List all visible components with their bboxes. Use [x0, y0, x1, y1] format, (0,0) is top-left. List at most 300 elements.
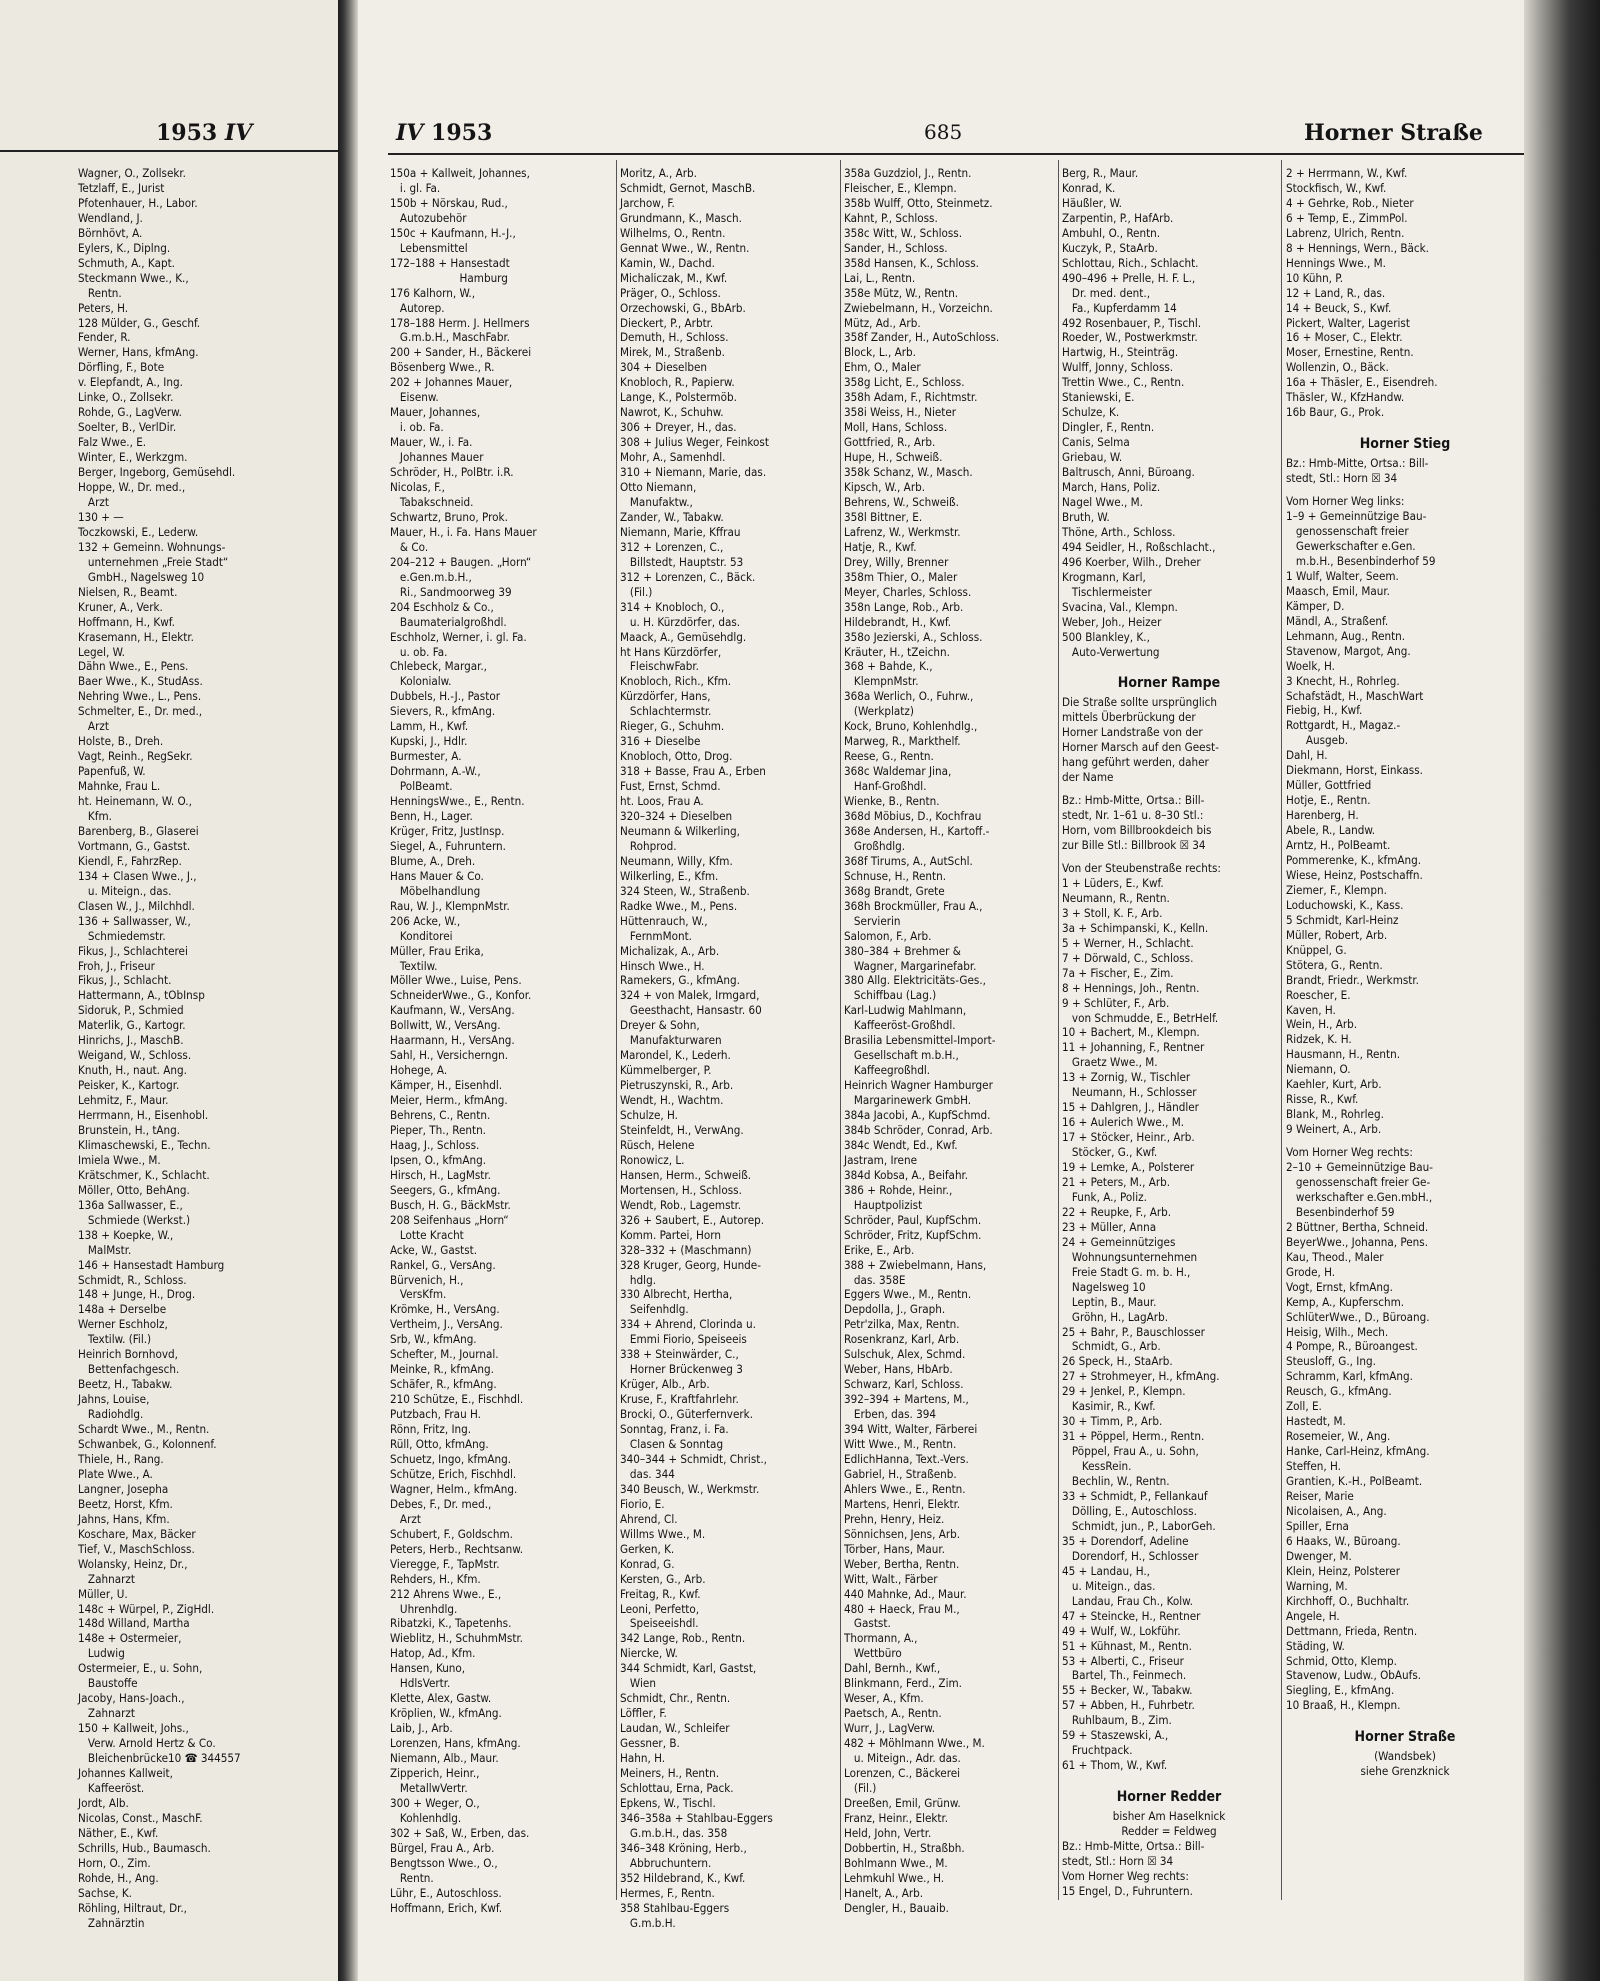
directory-entry: BeyerWwe., Johanna, Pens. [1286, 1234, 1429, 1249]
directory-entry: Nagelsweg 10 [1062, 1279, 1146, 1294]
directory-entry: 312 + Lorenzen, C., [620, 539, 724, 554]
directory-entry: Knobloch, R., Papierw. [620, 375, 735, 390]
directory-entry: SchlüterWwe., D., Büroang. [1286, 1309, 1430, 1324]
directory-entry: Gastst. [844, 1616, 891, 1631]
directory-entry: Ri., Sandmoorweg 39 [390, 584, 512, 599]
directory-entry: Roescher, E. [1286, 987, 1351, 1002]
directory-entry: 388 + Zwiebelmann, Hans, [844, 1257, 987, 1272]
directory-entry: Kaffeegroßhdl. [844, 1063, 931, 1078]
directory-entry: Kaffeeröst. [78, 1780, 145, 1795]
directory-entry: das. 358E [844, 1272, 906, 1287]
directory-entry: Ambuhl, O., Rentn. [1062, 225, 1161, 240]
directory-entry: 358 Stahlbau-Eggers [620, 1900, 730, 1915]
directory-entry: Jahns, Hans, Kfm. [78, 1511, 170, 1526]
directory-entry: Svacina, Val., Klempn. [1062, 599, 1178, 614]
directory-entry: Städing, W. [1286, 1638, 1345, 1653]
directory-entry: Schwartz, Bruno, Prok. [390, 509, 508, 524]
directory-entry: Bürgel, Frau A., Arb. [390, 1840, 495, 1855]
directory-entry: 480 + Haeck, Frau M., [844, 1601, 960, 1616]
directory-entry: Zarpentin, P., HafArb. [1062, 210, 1174, 225]
directory-entry: 368e Andersen, H., Kartoff.- [844, 823, 990, 838]
directory-entry: Johannes Mauer [390, 450, 484, 465]
directory-entry: Kemp, A., Kupferschm. [1286, 1294, 1405, 1309]
directory-entry: 9 + Schlüter, F., Arb. [1062, 995, 1170, 1010]
directory-entry: Debes, F., Dr. med., [390, 1496, 492, 1511]
directory-entry: Drey, Willy, Brenner [844, 554, 949, 569]
directory-entry: Papenfuß, W. [78, 764, 146, 779]
directory-entry: Kiendl, F., FahrzRep. [78, 853, 182, 868]
directory-entry: Röhling, Hiltraut, Dr., [78, 1900, 187, 1915]
directory-entry: Knobloch, Otto, Drog. [620, 749, 733, 764]
directory-entry: Roeder, W., Postwerkmstr. [1062, 330, 1198, 345]
directory-entry: Steffen, H. [1286, 1459, 1341, 1474]
directory-entry: Sahl, H., Versicherngn. [390, 1048, 509, 1063]
directory-entry: Block, L., Arb. [844, 345, 916, 360]
directory-entry: Wagner, Helm., kfmAng. [390, 1481, 518, 1496]
directory-entry: Arzt [78, 719, 109, 734]
directory-entry: Orzechowski, G., BbArb. [620, 300, 746, 315]
directory-entry: Weber, Hans, HbArb. [844, 1362, 953, 1377]
directory-entry: Krüger, Alb., Arb. [620, 1377, 710, 1392]
directory-entry: Clasen W., J., Milchhdl. [78, 898, 195, 913]
directory-entry: 29 + Jenkel, P., Klempn. [1062, 1384, 1186, 1399]
right-header-part: IV [396, 120, 424, 146]
directory-entry: Grantien, K.-H., PolBeamt. [1286, 1474, 1423, 1489]
right-page-header-left [396, 120, 492, 146]
directory-entry: Vertheim, J., VersAng. [390, 1317, 503, 1332]
directory-entry: Die Straße sollte ursprünglich [1062, 695, 1218, 710]
directory-entry: Froh, J., Friseur [78, 958, 155, 973]
directory-entry: Zoll, E. [1286, 1399, 1322, 1414]
directory-entry: Baustoffe [78, 1676, 138, 1691]
directory-entry: Schütze, Erich, Fischhdl. [390, 1466, 517, 1481]
directory-entry: Hastedt, M. [1286, 1414, 1346, 1429]
directory-entry: Meyer, Charles, Schloss. [844, 584, 972, 599]
directory-entry: Behrens, C., Rentn. [390, 1108, 491, 1123]
directory-entry: Zwiebelmann, H., Vorzeichn. [844, 300, 993, 315]
directory-entry: 340–344 + Schmidt, Christ., [620, 1451, 767, 1466]
directory-entry: 324 + von Malek, Irmgard, [620, 988, 760, 1003]
directory-entry: Canis, Selma [1062, 435, 1130, 450]
directory-entry: Ribatzki, K., Tapetenhs. [390, 1616, 512, 1631]
directory-entry: Hupe, H., Schweiß. [844, 450, 943, 465]
directory-entry: werkschafter e.Gen.mbH., [1286, 1189, 1433, 1204]
directory-entry: 148 + Junge, H., Drog. [78, 1287, 196, 1302]
directory-entry: Radiohdlg. [78, 1407, 144, 1422]
directory-entry: 55 + Becker, W., Tabakw. [1062, 1683, 1193, 1698]
directory-entry: Kamin, W., Dachd. [620, 255, 715, 270]
directory-entry: 310 + Niemann, Marie, das. [620, 465, 767, 480]
directory-entry: 308 + Julius Weger, Feinkost [620, 435, 769, 450]
directory-entry: Fender, R. [78, 330, 131, 345]
book-gutter [338, 0, 358, 1981]
directory-entry: Schuetz, Ingo, kfmAng. [390, 1451, 512, 1466]
directory-entry: 8 + Hennings, Joh., Rentn. [1062, 980, 1200, 995]
directory-entry: Blinkmann, Ferd., Zim. [844, 1676, 962, 1691]
directory-entry: Vogt, Ernst, kfmAng. [1286, 1279, 1393, 1294]
directory-entry: Dreeßen, Emil, Grünw. [844, 1795, 961, 1810]
directory-entry: 16a + Thäsler, E., Eisendreh. [1286, 375, 1438, 390]
directory-entry: G.m.b.H. [620, 1915, 676, 1930]
directory-entry: 148a + Derselbe [78, 1302, 167, 1317]
directory-entry: 132 + Gemeinn. Wohnungs- [78, 539, 226, 554]
directory-entry: 358b Wulff, Otto, Steinmetz. [844, 195, 993, 210]
directory-entry: hdlg. [620, 1272, 657, 1287]
directory-entry: Dubbels, H.-J., Pastor [390, 689, 500, 704]
directory-entry: Salomon, F., Arb. [844, 928, 932, 943]
directory-entry: Rankel, G., VersAng. [390, 1257, 496, 1272]
directory-entry: Lange, K., Polstermöb. [620, 390, 737, 405]
directory-entry: Schmiedemstr. [78, 928, 166, 943]
directory-entry: Woelk, H. [1286, 658, 1335, 673]
directory-entry: Spiller, Erna [1286, 1518, 1349, 1533]
directory-entry: 59 + Staszewski, A., [1062, 1728, 1169, 1743]
directory-entry: Kolonialw. [390, 674, 452, 689]
directory-entry: Neumann, R., Rentn. [1062, 890, 1170, 905]
directory-entry: ht Hans Kürzdörfer, [620, 644, 722, 659]
directory-entry: Müller, Gottfried [1286, 778, 1372, 793]
directory-entry: 6 + Temp, E., ZimmPol. [1286, 210, 1408, 225]
directory-entry: Horner Landstraße von der [1062, 725, 1203, 740]
directory-entry: Blume, A., Dreh. [390, 853, 476, 868]
directory-entry: 358a Guzdziol, J., Rentn. [844, 166, 972, 180]
directory-entry: Paetsch, A., Rentn. [844, 1706, 942, 1721]
street-note: Redder = Feldweg [1121, 1824, 1217, 1839]
directory-entry: G.m.b.H., MaschFabr. [390, 330, 510, 345]
column-divider [1058, 160, 1059, 1900]
directory-entry: Rehders, H., Kfm. [390, 1571, 481, 1586]
directory-entry: Kürzdörfer, Hans, [620, 689, 711, 704]
directory-entry: Gennat Wwe., W., Rentn. [620, 240, 750, 255]
directory-entry: 204–212 + Baugen. „Horn“ [390, 554, 532, 569]
directory-entry: Möller, Otto, BehAng. [78, 1182, 190, 1197]
directory-entry: Soelter, B., VerlDir. [78, 420, 177, 435]
directory-entry: mittels Überbrückung der [1062, 710, 1196, 725]
directory-entry: Schefter, M., Journal. [390, 1347, 499, 1362]
directory-entry: Knüppel, G. [1286, 942, 1347, 957]
directory-entry: Wollenzin, O., Bäck. [1286, 360, 1389, 375]
directory-entry: Rüsch, Helene [620, 1137, 695, 1152]
directory-entry: Thormann, A., [844, 1631, 918, 1646]
directory-entry: Vom Horner Weg rechts: [1286, 1145, 1413, 1160]
directory-entry: Zahnarzt [78, 1706, 135, 1721]
directory-entry: Kipsch, W., Arb. [844, 480, 926, 495]
directory-entry: Marweg, R., Markthelf. [844, 734, 961, 749]
left-page [0, 0, 338, 1981]
directory-entry: Siegling, E., kfmAng. [1286, 1683, 1395, 1698]
directory-entry: 5 + Werner, H., Schlacht. [1062, 935, 1194, 950]
directory-entry: Mortensen, H., Schloss. [620, 1182, 742, 1197]
directory-entry: 314 + Knobloch, O., [620, 599, 725, 614]
directory-entry: genossenschaft freier [1286, 524, 1409, 539]
directory-entry: Meier, Herm., kfmAng. [390, 1093, 508, 1108]
directory-entry: Demuth, H., Schloss. [620, 330, 729, 345]
directory-entry: Schardt Wwe., M., Rentn. [78, 1422, 210, 1437]
directory-entry: Plate Wwe., A. [78, 1466, 153, 1481]
directory-entry: Löffler, F. [620, 1706, 667, 1721]
directory-entry: 10 Braaß, H., Klempn. [1286, 1698, 1401, 1713]
directory-entry: Krasemann, H., Elektr. [78, 629, 194, 644]
directory-entry: 338 + Steinwärder, C., [620, 1347, 739, 1362]
directory-entry: Weber, Joh., Heizer [1062, 614, 1162, 629]
directory-entry: Held, John, Vertr. [844, 1825, 932, 1840]
directory-entry: Ronowicz, L. [620, 1152, 685, 1167]
directory-entry: Thöne, Arth., Schloss. [1062, 524, 1176, 539]
directory-entry: Häußler, W. [1062, 195, 1122, 210]
directory-entry: 344 Schmidt, Karl, Gastst, [620, 1661, 757, 1676]
directory-entry: Hildebrandt, H., Kwf. [844, 614, 952, 629]
directory-entry: 2 + Herrmann, W., Kwf. [1286, 166, 1408, 180]
directory-entry: Ziemer, F., Klempn. [1286, 882, 1387, 897]
directory-entry: Horner Brückenweg 3 [620, 1362, 743, 1377]
directory-entry: Manufakturwaren [620, 1033, 722, 1048]
directory-entry: 21 + Peters, M., Arb. [1062, 1175, 1171, 1189]
street-heading: Horner Straße [1354, 1729, 1456, 1746]
directory-entry: Lühr, E., Autoschloss. [390, 1885, 502, 1900]
directory-entry: Lorenzen, C., Bäckerei [844, 1765, 961, 1780]
directory-entry: Sonntag, Franz, i. Fa. [620, 1422, 729, 1437]
directory-entry: Graetz Wwe., M. [1062, 1055, 1158, 1070]
directory-entry: Steusloff, G., Ing. [1286, 1354, 1376, 1369]
left-header-rule [0, 150, 338, 152]
directory-entry: 380 Allg. Elektricitäts-Ges., [844, 973, 986, 988]
directory-entry: Ridzek, K. H. [1286, 1032, 1352, 1047]
directory-entry: Legel, W. [78, 644, 125, 659]
directory-entry: Witt Wwe., M., Rentn. [844, 1437, 957, 1452]
spacer [1286, 1713, 1524, 1721]
directory-entry: 358n Lange, Rob., Arb. [844, 599, 964, 614]
right-page [358, 0, 1524, 1981]
directory-entry: Martens, Henri, Elektr. [844, 1496, 961, 1511]
directory-entry: Wendt, H., Wachtm. [620, 1093, 724, 1108]
directory-entry: Sander, H., Schloss. [844, 240, 948, 255]
directory-entry: Hoffmann, Erich, Kwf. [390, 1900, 503, 1915]
directory-entry: Rönn, Fritz, Ing. [390, 1422, 472, 1437]
directory-entry: 386 + Rohde, Heinr., [844, 1182, 953, 1197]
directory-entry: 326 + Saubert, E., Autorep. [620, 1212, 765, 1227]
directory-entry: 482 + Möhlmann Wwe., M. [844, 1736, 985, 1751]
directory-entry: Koschare, Max, Bäcker [78, 1526, 196, 1541]
directory-entry: 16 + Aulerich Wwe., M. [1062, 1115, 1185, 1130]
directory-entry: Bleichenbrücke10 ☎ 344557 [78, 1751, 241, 1766]
directory-entry: Schmidt, Chr., Rentn. [620, 1691, 731, 1706]
directory-entry: Bösenberg Wwe., R. [390, 360, 495, 375]
directory-entry: 210 Schütze, E., Fischhdl. [390, 1392, 524, 1407]
directory-entry: u. Miteign., das. [78, 883, 172, 898]
directory-entry: Dohrmann, A.-W., [390, 764, 481, 779]
directory-entry: Wendt, Rob., Lagemstr. [620, 1197, 742, 1212]
directory-entry: der Name [1062, 770, 1114, 785]
directory-entry: Kirchhoff, O., Buchhaltr. [1286, 1593, 1410, 1608]
directory-entry: Maack, A., Gemüsehdlg. [620, 629, 747, 644]
directory-entry: Rosenkranz, Karl, Arb. [844, 1332, 960, 1347]
directory-entry: 358m Thier, O., Maler [844, 569, 958, 584]
directory-entry: Johannes Kallweit, [78, 1765, 173, 1780]
directory-entry: Materlik, G., Kartogr. [78, 1018, 186, 1033]
directory-entry: Hoffmann, H., Kwf. [78, 614, 175, 629]
directory-entry: Tief, V., MaschSchloss. [78, 1541, 195, 1556]
directory-entry: Schmidt, G., Arb. [1062, 1339, 1161, 1354]
directory-entry: Tischlermeister [1062, 584, 1152, 599]
directory-entry: Hüttenrauch, W., [620, 913, 708, 928]
directory-entry: 384d Kobsa, A., Beifahr. [844, 1167, 969, 1182]
directory-entry: Kfm. [78, 808, 112, 823]
directory-entry: Möller Wwe., Luise, Pens. [390, 973, 522, 988]
directory-entry: Pommerenke, K., kfmAng. [1286, 852, 1422, 867]
directory-entry: 138 + Koepke, W., [78, 1227, 174, 1242]
directory-entry: Gerken, K. [620, 1541, 675, 1556]
directory-entry: Bartel, Th., Feinmech. [1062, 1668, 1187, 1683]
directory-entry: Pöppel, Frau A., u. Sohn, [1062, 1444, 1199, 1459]
directory-entry: u. H. Kürzdörfer, das. [620, 614, 741, 629]
directory-entry: Emmi Fiorio, Speiseeis [620, 1332, 747, 1347]
directory-entry: Hanke, Carl-Heinz, kfmAng. [1286, 1444, 1430, 1459]
directory-entry: Nicolaisen, A., Ang. [1286, 1503, 1387, 1518]
directory-entry: stedt, Stl.: Horn ☒ 34 [1062, 1853, 1174, 1868]
directory-entry: Zahnarzt [78, 1571, 135, 1586]
directory-entry: 368g Brandt, Grete [844, 883, 945, 898]
directory-entry: 358o Jezierski, A., Schloss. [844, 629, 983, 644]
directory-entry: 172–188 + Hansestadt [390, 255, 510, 270]
street-note: (Wandsbek) [1374, 1749, 1436, 1764]
directory-entry: Müller, Frau Erika, [390, 943, 484, 958]
column-divider [1281, 160, 1282, 1900]
directory-entry: 358c Witt, W., Schloss. [844, 225, 963, 240]
directory-entry: Fruchtpack. [1062, 1743, 1133, 1758]
directory-entry: Dölling, E., Autoschloss. [1062, 1503, 1197, 1518]
street-note: bisher Am Haselknick [1112, 1809, 1226, 1824]
directory-entry: Fust, Ernst, Schmd. [620, 779, 721, 794]
directory-entry: Mauer, W., i. Fa. [390, 435, 473, 450]
directory-entry: Nawrot, K., Schuhw. [620, 405, 724, 420]
directory-entry: 10 + Bachert, M., Klempn. [1062, 1025, 1200, 1040]
left-page-header [156, 120, 252, 146]
directory-entry: Margarinewerk GmbH. [844, 1093, 972, 1108]
directory-entry: Ausgeb. [1286, 733, 1349, 748]
directory-entry: Thäsler, W., KfzHandw. [1286, 390, 1405, 405]
directory-entry: Wolansky, Heinz, Dr., [78, 1556, 188, 1571]
directory-entry: Schmiede (Werkst.) [78, 1212, 191, 1227]
directory-entry: 384a Jacobi, A., KupfSchmd. [844, 1108, 991, 1123]
directory-entry: Langner, Josepha [78, 1481, 169, 1496]
directory-entry: 17 + Stöcker, Heinr., Arb. [1062, 1130, 1195, 1145]
directory-entry: Sidoruk, P., Schmied [78, 1003, 184, 1018]
directory-entry: Schlottau, Erna, Pack. [620, 1780, 734, 1795]
directory-entry: Konditorei [390, 928, 453, 943]
directory-entry: Wulff, Jonny, Schloss. [1062, 360, 1174, 375]
directory-entry: Fiebig, H., Kwf. [1286, 703, 1363, 718]
directory-entry: ht. Loos, Frau A. [620, 794, 704, 809]
directory-entry: Fikus, J., Schlacht. [78, 973, 172, 988]
directory-entry: Werner, Hans, kfmAng. [78, 345, 199, 360]
street-header: Horner Straße [1304, 120, 1483, 146]
directory-entry: VersKfm. [390, 1287, 447, 1302]
directory-entry: u. Miteign., das. [1062, 1578, 1156, 1593]
directory-entry: 494 Seidler, H., Roßschlacht., [1062, 539, 1216, 554]
directory-entry: Moser, Ernestine, Rentn. [1286, 345, 1414, 360]
directory-entry: 324 Steen, W., Straßenb. [620, 883, 750, 898]
directory-entry: Risse, R., Kwf. [1286, 1092, 1359, 1107]
directory-entry: Nicolas, F., [390, 480, 445, 495]
directory-entry: Fleischer, E., Klempn. [844, 180, 957, 195]
directory-entry: 212 Ahrens Wwe., E., [390, 1586, 502, 1601]
directory-entry: Hamburg [390, 270, 508, 285]
directory-entry: Krömke, H., VersAng. [390, 1302, 500, 1317]
directory-entry: Schlachtermstr. [620, 704, 712, 719]
directory-entry: Dr. med. dent., [1062, 285, 1151, 300]
directory-entry: 1 + Lüders, E., Kwf. [1062, 875, 1164, 890]
directory-entry: 7 + Dörwald, C., Schloss. [1062, 950, 1194, 965]
directory-entry: Baumaterialgroßhdl. [390, 614, 507, 629]
column-divider [840, 160, 841, 1900]
directory-entry: Pickert, Walter, Lagerist [1286, 315, 1410, 330]
directory-entry: 368 + Bahde, K., [844, 659, 933, 674]
directory-entry: 25 + Bahr, P., Bauschlosser [1062, 1324, 1205, 1339]
directory-entry: 3 Knecht, H., Rohrleg. [1286, 673, 1400, 688]
directory-entry: Niemann, O. [1286, 1062, 1351, 1077]
directory-entry: Reese, G., Rentn. [844, 749, 934, 764]
directory-entry: m.b.H., Besenbinderhof 59 [1286, 553, 1436, 568]
directory-entry: Kümmelberger, P. [620, 1063, 712, 1078]
directory-entry: 340 Beusch, W., Werkmstr. [620, 1481, 760, 1496]
directory-entry: Warning, M. [1286, 1578, 1348, 1593]
directory-entry: 206 Acke, W., [390, 913, 461, 928]
directory-entry: Kämper, H., Eisenhdl. [390, 1078, 503, 1093]
directory-entry: Depdolla, J., Graph. [844, 1302, 946, 1317]
directory-entry: Lehmkuhl Wwe., H. [844, 1870, 945, 1885]
directory-entry: Epkens, W., Tischl. [620, 1795, 716, 1810]
directory-entry: Linke, O., Zollsekr. [78, 390, 174, 405]
directory-entry: Trettin Wwe., C., Rentn. [1062, 375, 1185, 390]
directory-entry: Leptin, B., Maur. [1062, 1294, 1157, 1309]
directory-entry: MetallwVertr. [390, 1780, 468, 1795]
directory-entry: 6 Haaks, W., Büroang. [1286, 1533, 1401, 1548]
directory-entry: Vortmann, G., Gastst. [78, 838, 191, 853]
street-note: siehe Grenzknick [1360, 1764, 1450, 1779]
directory-entry: Rüll, Otto, kfmAng. [390, 1437, 489, 1452]
directory-entry: Burmester, A. [390, 749, 462, 764]
directory-entry: Jahns, Louise, [78, 1392, 150, 1407]
directory-entry: Dorendorf, H., Schlosser [1062, 1548, 1199, 1563]
directory-entry: 2–10 + Gemeinnützige Bau- [1286, 1160, 1434, 1175]
directory-entry: 304 + Dieselben [620, 360, 708, 375]
directory-entry: Freitag, R., Kwf. [620, 1586, 701, 1601]
directory-entry: Dwenger, M. [1286, 1548, 1352, 1563]
directory-entry: Brunstein, H., tAng. [78, 1123, 181, 1137]
directory-entry: 346–358a + Stahlbau-Eggers [620, 1810, 773, 1825]
directory-entry: Heinrich Bornhovd, [78, 1347, 178, 1362]
directory-entry: HdlsVertr. [390, 1676, 451, 1691]
directory-entry: Mohr, A., Samenhdl. [620, 450, 726, 465]
directory-entry: 51 + Kühnast, M., Rentn. [1062, 1638, 1192, 1653]
directory-entry: Wilkerling, E., Kfm. [620, 868, 719, 883]
directory-entry: Kahnt, P., Schloss. [844, 210, 938, 225]
directory-entry: Gesellschaft m.b.H., [844, 1048, 959, 1063]
directory-entry: Auto-Verwertung [1062, 644, 1160, 659]
directory-entry: Willms Wwe., M. [620, 1526, 706, 1541]
directory-entry: Wilhelms, O., Rentn. [620, 225, 726, 240]
directory-entry: 15 Engel, D., Fuhruntern. [1062, 1883, 1193, 1898]
directory-entry: Beetz, H., Tabakw. [78, 1377, 173, 1392]
directory-entry: Schulze, K. [1062, 405, 1120, 420]
directory-entry: Schlottau, Rich., Schlacht. [1062, 255, 1199, 270]
directory-entry: Michalizak, A., Arb. [620, 943, 720, 958]
directory-entry: Wagner, O., Zollsekr. [78, 166, 186, 180]
directory-entry: Ehm, O., Maler [844, 360, 921, 375]
directory-entry: Klein, Heinz, Polsterer [1286, 1563, 1400, 1578]
directory-entry: Hermes, F., Rentn. [620, 1885, 715, 1900]
left-header-part: IV [224, 120, 253, 146]
